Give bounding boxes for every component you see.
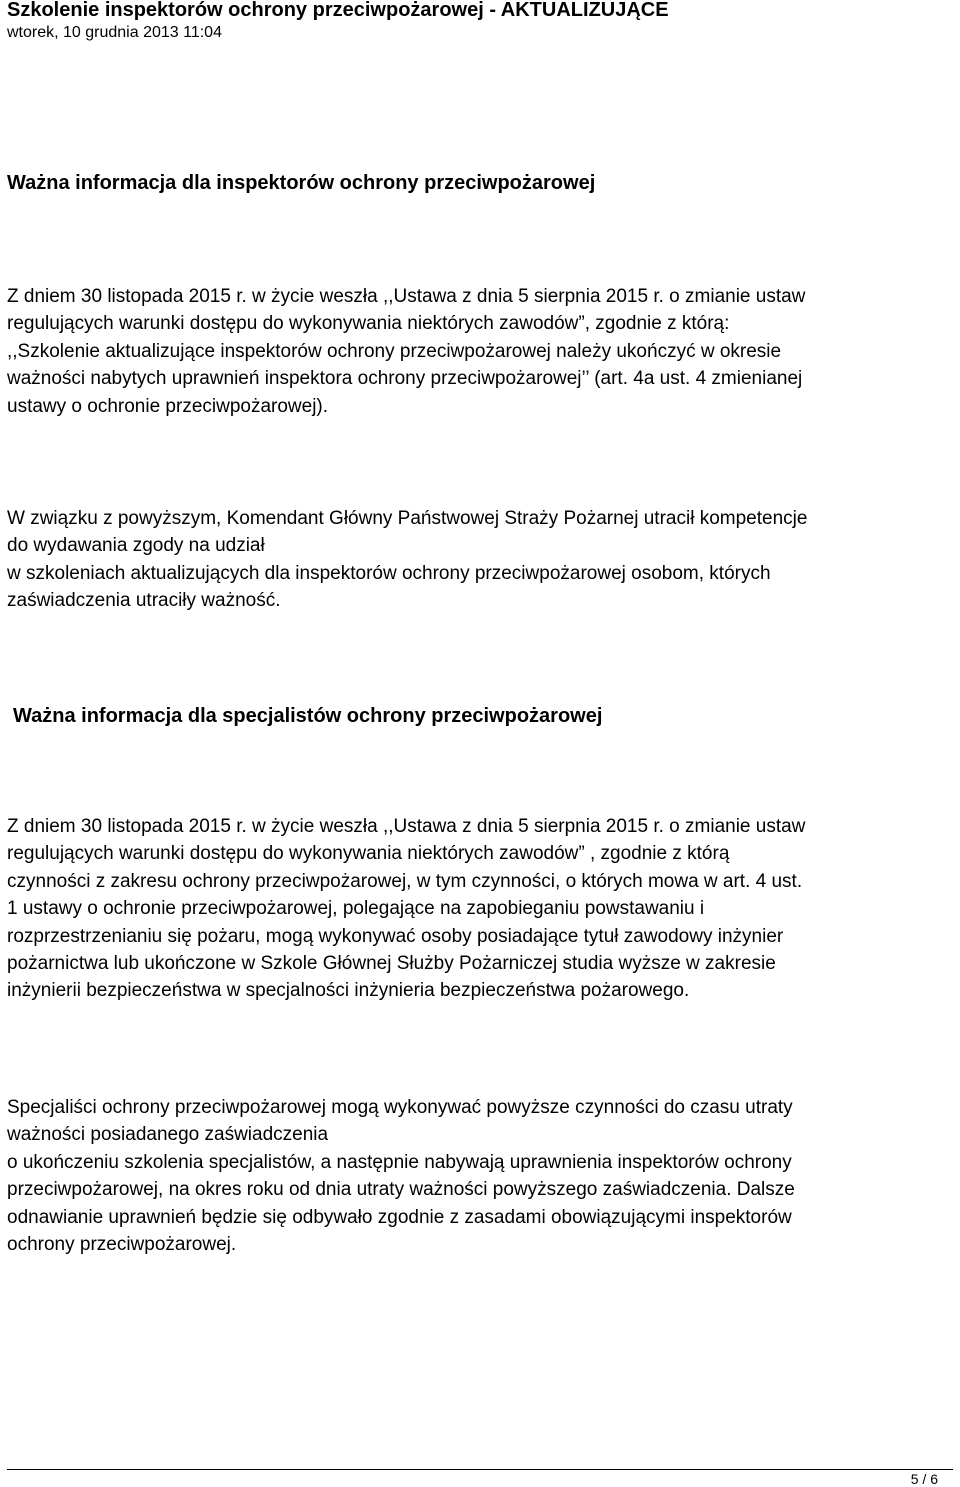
paragraph-line: rozprzestrzenianiu się pożaru, mogą wykonywać osoby posiadające tytuł zawodowy inżynier (7, 925, 784, 947)
paragraph-line: 1 ustawy o ochronie przeciwpożarowej, polegające na zapobieganiu powstawaniu i (7, 898, 705, 920)
paragraph-specialists-consequence (7, 1094, 953, 1258)
paragraph-line: ,,Szkolenie aktualizujące inspektorów ochrony przeciwpożarowej należy ukończyć w okresie (7, 340, 782, 362)
page-number: 5 / 6 (910, 1471, 938, 1487)
paragraph-inspectors-consequence (7, 505, 953, 615)
paragraph-line: odnawianie uprawnień będzie się odbywało zgodnie z zasadami obowiązującymi inspektorów (7, 1206, 792, 1228)
paragraph-line: W związku z powyższym, Komendant Główny Państwowej Straży Pożarnej utracił kompetencje (7, 508, 808, 529)
paragraph-specialists-law (7, 813, 953, 1005)
section-heading-inspectors: Ważna informacja dla inspektorów ochrony przeciwpożarowej (7, 172, 596, 194)
footer-divider (7, 1469, 953, 1470)
paragraph-line: Z dniem 30 listopada 2015 r. w życie weszła ,,Ustawa z dnia 5 sierpnia 2015 r. o zmianie ustaw (7, 286, 806, 307)
section-heading-specialists: Ważna informacja dla specjalistów ochrony przeciwpożarowej (13, 705, 603, 727)
paragraph-line: Specjaliści ochrony przeciwpożarowej mogą wykonywać powyższe czynności do czasu utraty (7, 1097, 793, 1118)
paragraph-line: o ukończeniu szkolenia specjalistów, a następnie nabywają uprawnienia inspektorów ochrony (7, 1151, 792, 1173)
paragraph-line: do wydawania zgody na udział (7, 535, 265, 557)
paragraph-line: ustawy o ochronie przeciwpożarowej). (7, 395, 329, 417)
paragraph-line: czynności z zakresu ochrony przeciwpożarowej, w tym czynności, o których mowa w art. 4 ust. (7, 870, 803, 892)
document-date: wtorek, 10 grudnia 2013 11:04 (7, 24, 222, 41)
paragraph-line: regulujących warunki dostępu do wykonywania niektórych zawodów”, zgodnie z którą: (7, 313, 730, 335)
paragraph-line: ważności posiadanego zaświadczenia (7, 1124, 329, 1146)
paragraph-line: ochrony przeciwpożarowej. (7, 1234, 237, 1256)
paragraph-line: inżynierii bezpieczeństwa w specjalności inżynieria bezpieczeństwa pożarowego. (7, 980, 690, 1002)
paragraph-line: regulujących warunki dostępu do wykonywania niektórych zawodów” , zgodnie z którą (7, 843, 730, 865)
paragraph-line: przeciwpożarowej, na okres roku od dnia utraty ważności powyższego zaświadczenia. Dalsze (7, 1179, 795, 1201)
paragraph-inspectors-law (7, 283, 953, 420)
paragraph-line: Z dniem 30 listopada 2015 r. w życie weszła ,,Ustawa z dnia 5 sierpnia 2015 r. o zmianie ustaw (7, 816, 806, 837)
paragraph-line: zaświadczenia utraciły ważność. (7, 590, 281, 612)
paragraph-line: pożarnictwa lub ukończone w Szkole Głównej Służby Pożarniczej studia wyższe w zakresie (7, 953, 776, 975)
paragraph-line: ważności nabytych uprawnień inspektora ochrony przeciwpożarowej’’ (art. 4a ust. 4 zmienianej (7, 368, 803, 390)
document-title: Szkolenie inspektorów ochrony przeciwpożarowej - AKTUALIZUJĄCE (7, 0, 669, 21)
paragraph-line: w szkoleniach aktualizujących dla inspektorów ochrony przeciwpożarowej osobom, których (7, 562, 771, 584)
